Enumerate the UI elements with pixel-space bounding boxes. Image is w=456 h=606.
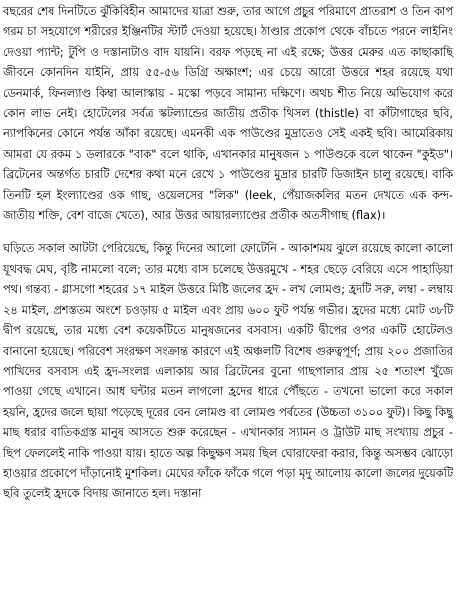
paragraph-1: বছরের শেষ দিনটিতে ঝুঁকিবিহীন আমাদের যাত্রা শুরু, তার আগে প্রচুর পরিমাণে প্রাতরাশ ও তিন কাপ গরম চা সহযোগে শরীরের ইঞ্জিনটির স্টার্ট দেওয়া হয়েছে। ঠাণ্ডার প্রকোপ থেকে বাঁচতে পরনে লাইনিং দেওয়া প্যান্ট; টুপি ও দস্তানাটাও বাদ যায়নি। বরফ পড়ছে না এই রক্ষে; উত্তর মেরুর এত কাছাকাছি জীবনে কোনদিন যাইনি, প্রায় ৫৫-৫৬ ডিগ্রি অক্ষাংশ; এর চেয়ে আরো উত্তরে শহর রয়েছে যথা ডেনমার্ক, ফিনল্যাণ্ড কিম্বা আলাস্কায় - মস্কো পড়বে সামান্য দক্ষিণে। অথচ শীত নিয়ে অভিযোগ করে কোন লাভ নেই। হোটেলের সর্বত্র স্কটল্যান্ডের জাতীয় প্রতীক থিসল (thistle) বা কাঁটাগাছের ছবি, ন্যাপকিনের কোনে পর্যন্ত আঁকা রয়েছে। এমনকী এক পাউণ্ডের মুদ্রাতেও সেই একই ছবি। আমেরিকায় আমরা যে রকম ১ ডলারকে "বাক" বলে থাকি, এখানকার মানুষজন ১ পাউণ্ডকে বলে থাকেন "কুইড"। ব্রিটেনের অন্তর্গত চারটি দেশের কথা মনে রেখে ১ পাউণ্ডের মুদ্রার চারটি ডিজাইন চালু রয়েছে। বাকি তিনটি হল ইংল্যাণ্ডের ওক গাছ, ওয়েলসের "লিক" (leek, পেঁয়াজকলির মতন দেখতে এক কন্দ-জাতীয় শক্তি, বেশ বাজে খেতে), আর উত্তর আয়ারল্যাণ্ডের প্রতীক অতসীগাছ (flax)। (3, 5, 453, 223)
paragraph-2: ঘড়িতে সকাল আটটা পেরিয়েছে, কিন্তু দিনের আলো ফোটেনি - আকাশময় ঝুলে রয়েছে কালো কালো যূথবদ্ধ মেঘ, বৃষ্টি নামলো বলে; তার মধ্যে বাস চলেছে উত্তরমুখে - শহর ছেড়ে বেরিয়ে এসে পাহাড়িয়া পথ। গন্তব্য - গ্লাসগো শহরের ১৭ মাইল উত্তরে মিষ্টি জলের হ্রদ - লখ লোমণ্ড; হ্রদটি সরু, লম্বা - লম্বায় ২৪ মাইল, প্রশস্ততম অংশে চওড়ায় ৫ মাইল এবং প্রায় ৬০০ ফুট পর্যন্ত গভীর। হ্রদের মধ্যে মোট ৩৮টি দ্বীপ রয়েছে, তার মধ্যে বেশ কয়েকটিতে মানুষজনের বসবাস। একটি দ্বীপের ওপর একটি হোটেলও বানানো হয়েছে। পরিবেশ সংরক্ষণ সংক্রান্ত কারণে এই অঞ্চলটি বিশেষ গুরুত্বপূর্ণ; প্রায় ২০০ প্রজাতির পাখিদের বসবাস এই হ্রদ-সংলগ্ন এলাকায় আর ব্রিটেনের বুনো গাছপালার প্রায় ২৫ শতাংশ খুঁজে পাওয়া গেছে এখানে। আধ ঘন্টার মতন লাগলো হ্রদের ধারে পৌঁছতে - তখনো ভালো করে সকাল হয়নি, হ্রদের জলে ছায়া পড়েছে দূরের বেন লোমণ্ড বা লোমণ্ড পর্বতের (উচ্চতা ৩১০০ ফুট)। কিছু কিছু মাছ ধরার বাতিকগ্রস্ত মানুষ আসতে শুরু করেছেন - এখানকার স্যামন ও ট্রাউট মাছ সংখ্যায় প্রচুর - ছিপ ফেললেই নাকি পাওয়া যায়। হাতে অল্প কিছুক্ষণ সময় ছিল ঘোরাফেরা করার, কিন্তু অসম্ভব ঝোড়ো হাওয়ার প্রকোপে দাঁড়ানোই মুশকিল। মেঘের ফাঁকে ফাঁকে গলে পড়া মৃদু আলোয় কালো জলের দুয়েকটি ছবি তুলেই হ্রদকে বিদায় জানাতে হল। দস্তানা (3, 242, 453, 501)
